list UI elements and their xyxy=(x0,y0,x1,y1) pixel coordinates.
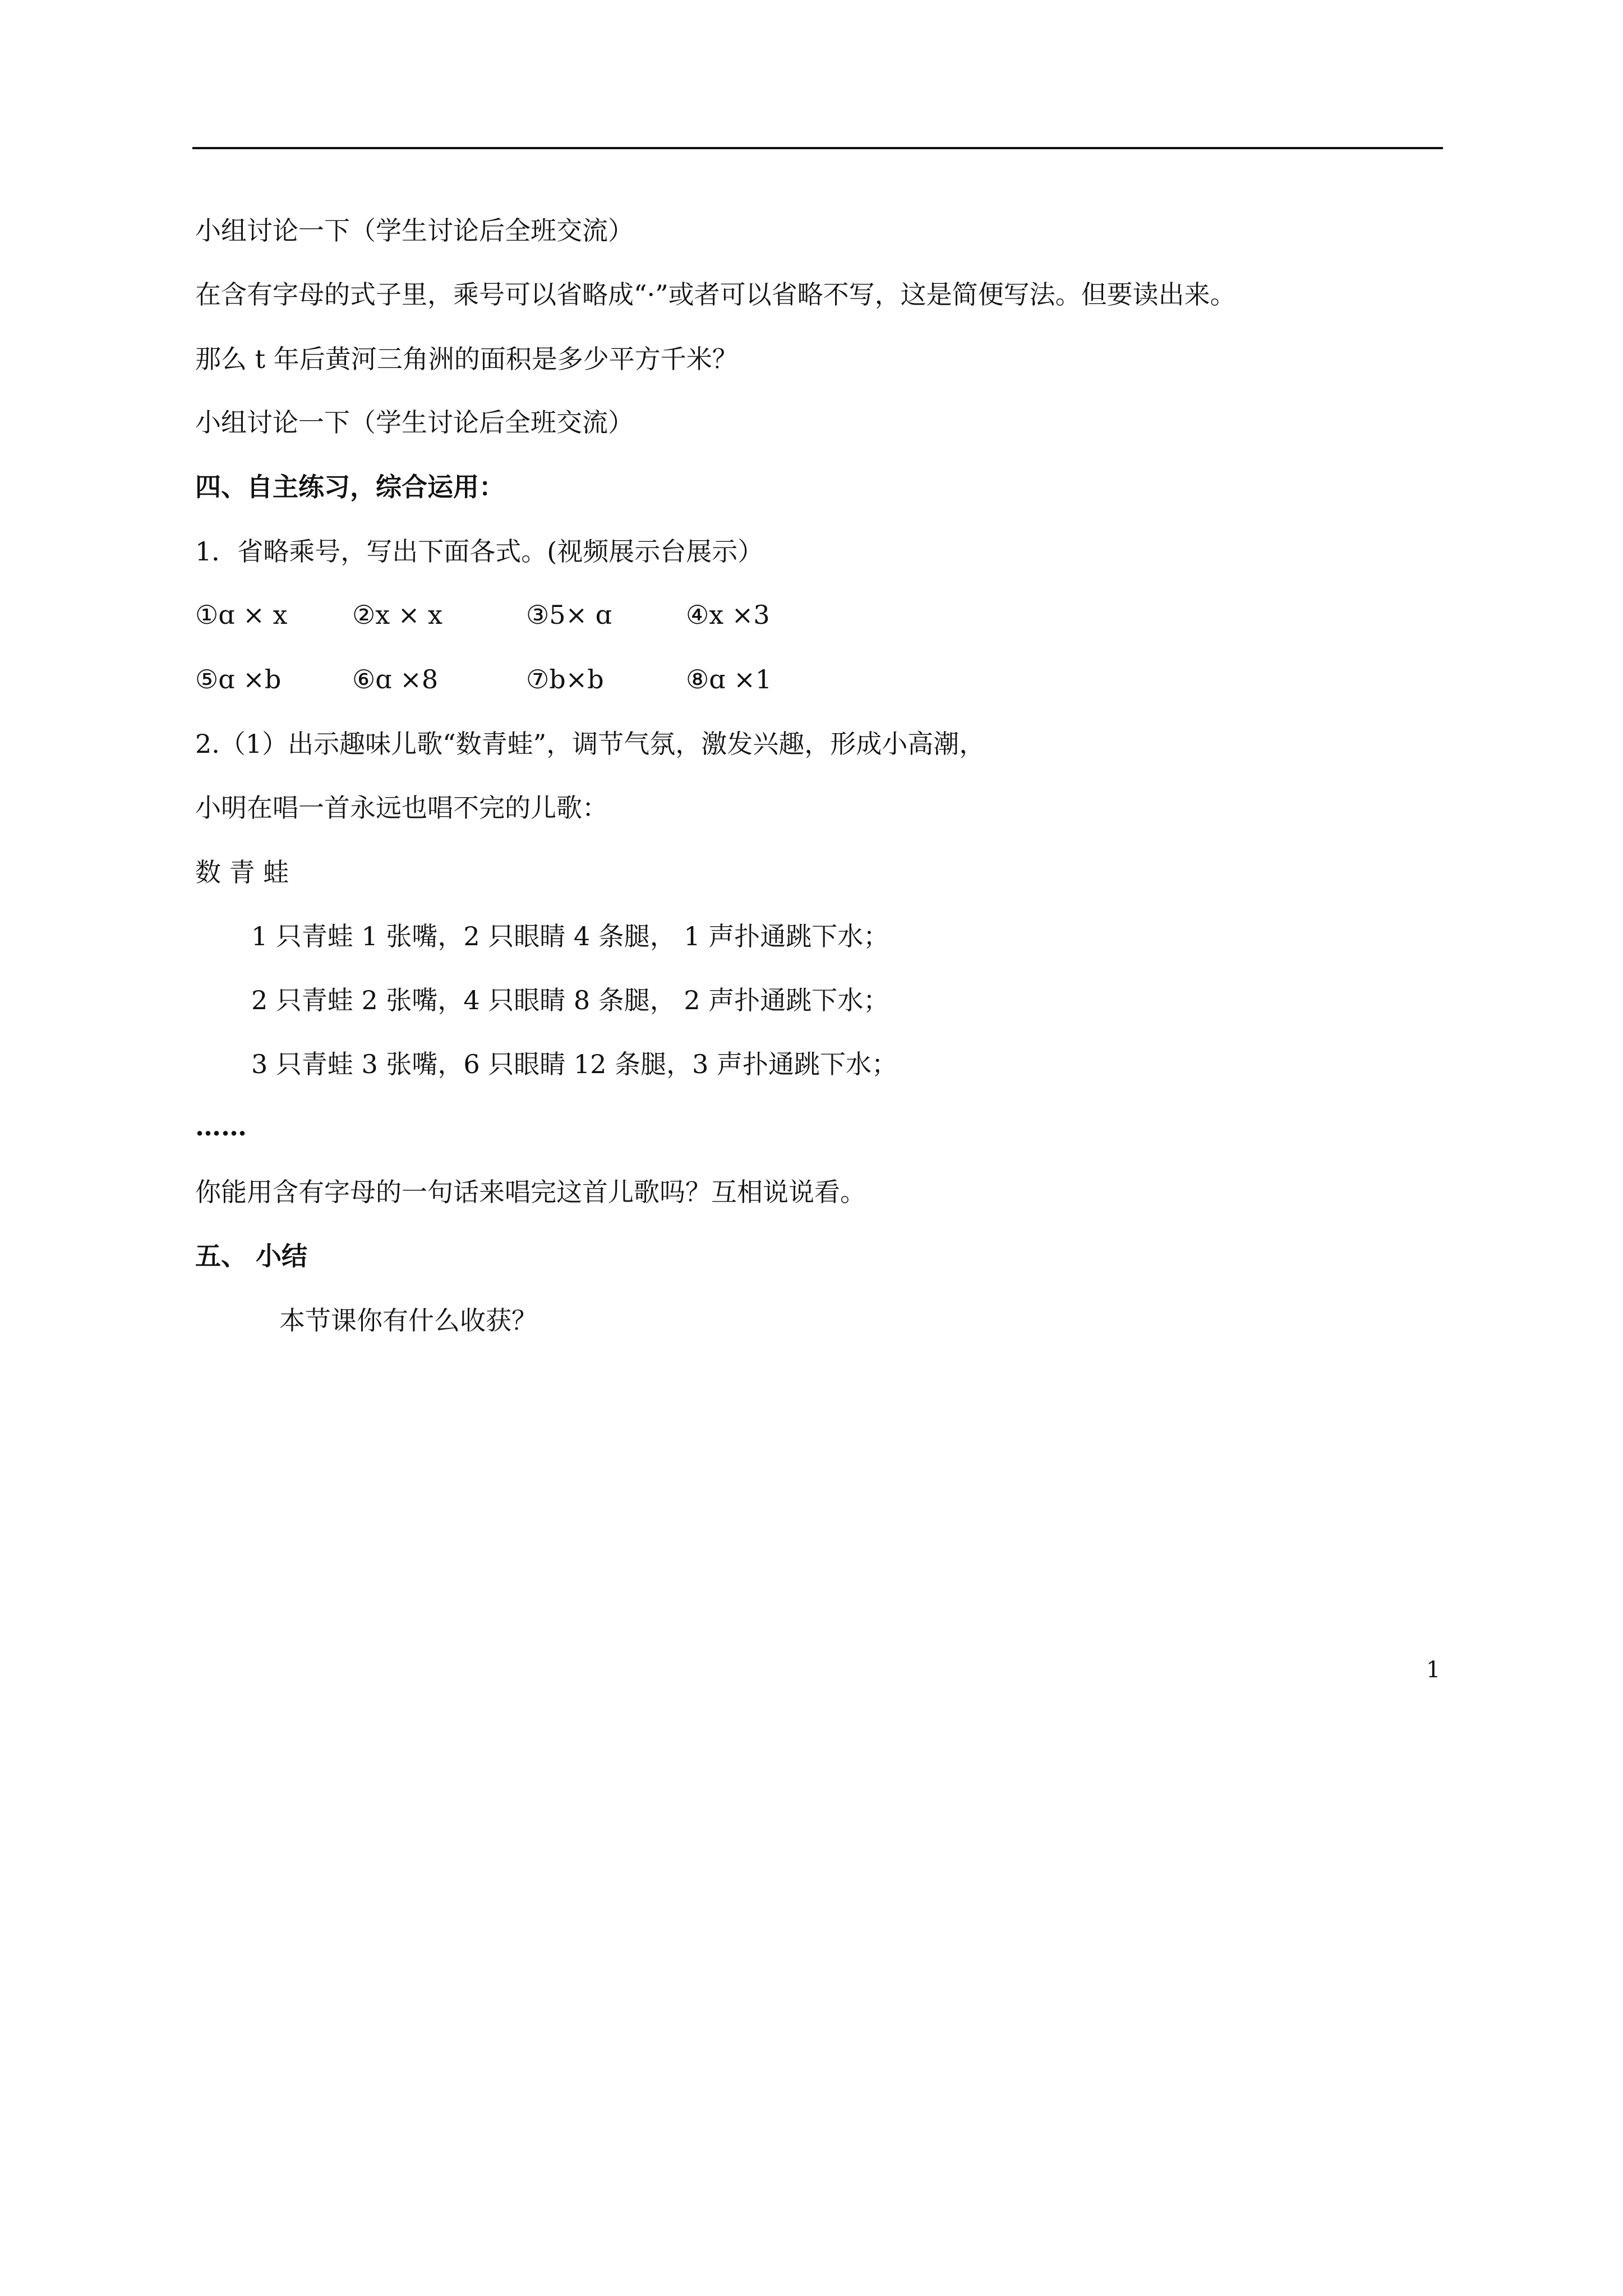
exercise-item: ④x ×3 xyxy=(686,600,770,630)
song-intro: 小明在唱一首永远也唱不完的儿歌： xyxy=(195,793,608,823)
song-line: 1 只青蛙 1 张嘴，2 只眼睛 4 条腿， 1 声扑通跳下水； xyxy=(251,921,889,951)
exercise-item: ⑤ɑ ×b xyxy=(195,664,282,694)
exercise-item: ⑧ɑ ×1 xyxy=(686,664,772,694)
song-line: 3 只青蛙 3 张嘴，6 只眼睛 12 条腿，3 声扑通跳下水； xyxy=(251,1049,897,1079)
song-title: 数 青 蛙 xyxy=(195,857,289,887)
ellipsis: …… xyxy=(195,1111,247,1142)
section-heading: 五、 小结 xyxy=(195,1241,308,1271)
exercise-item: ②x × x xyxy=(352,600,442,630)
page-number: 1 xyxy=(1426,1657,1441,1683)
song-line: 2 只青蛙 2 张嘴，4 只眼睛 8 条腿， 2 声扑通跳下水； xyxy=(251,985,889,1015)
exercise-item: ①ɑ × x xyxy=(195,600,288,630)
section-heading: 四、自主练习，综合运用： xyxy=(195,472,505,502)
exercise-item: ⑦b×b xyxy=(526,664,604,694)
header-rule xyxy=(192,147,1443,149)
summary-question: 本节课你有什么收获？ xyxy=(279,1305,537,1336)
rule-text: 在含有字母的式子里，乘号可以省略成“·”或者可以省略不写，这是简便写法。但要读出来。 xyxy=(195,279,1236,310)
exercise-item: ⑥ɑ ×8 xyxy=(352,664,439,694)
discussion-line: 小组讨论一下（学生讨论后全班交流） xyxy=(195,215,634,246)
exercise-1-prompt: 1．省略乘号，写出下面各式。(视频展示台展示） xyxy=(195,536,764,567)
question-line: 那么 t 年后黄河三角洲的面积是多少平方千米？ xyxy=(195,344,738,374)
discussion-line: 小组讨论一下（学生讨论后全班交流） xyxy=(195,407,634,438)
song-question: 你能用含有字母的一句话来唱完这首儿歌吗？互相说说看。 xyxy=(195,1177,866,1207)
exercise-2-prompt: 2.（1）出示趣味儿歌“数青蛙”，调节气氛，激发兴趣，形成小高潮， xyxy=(195,729,985,759)
exercise-item: ③5× ɑ xyxy=(526,600,612,630)
